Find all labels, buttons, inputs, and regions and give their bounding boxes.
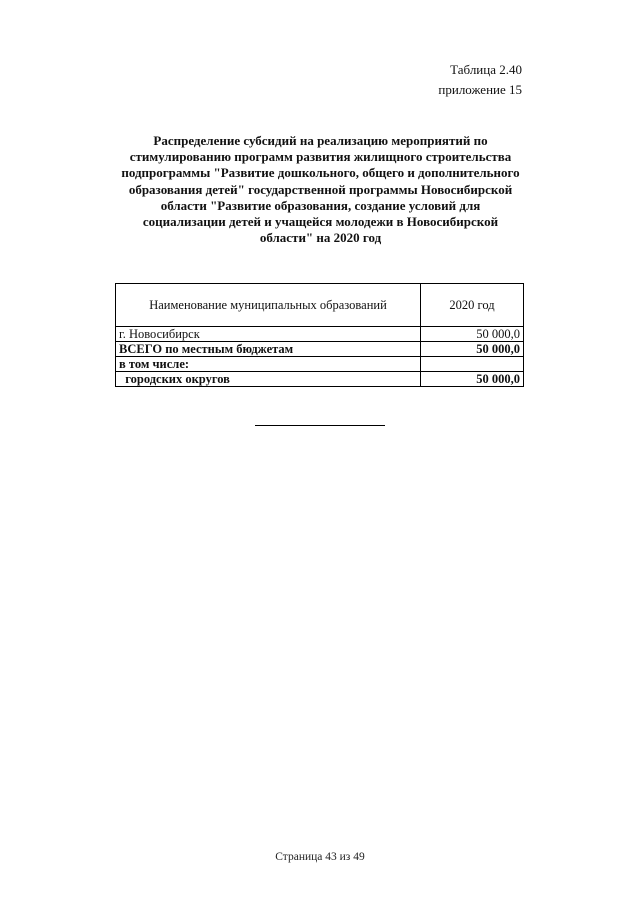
table-row-subheading: [116, 357, 524, 372]
title-line: образования детей" государственной программы Новосибирской: [128, 181, 513, 197]
title-line: подпрограммы "Развитие дошкольного, общего и дополнительного: [121, 165, 520, 181]
row-name: г. Новосибирск: [116, 327, 421, 342]
title-line: области" на 2020 год: [259, 230, 382, 246]
row-name: городских округов: [116, 372, 421, 387]
table-row: [116, 327, 524, 342]
table-row-total: [116, 342, 524, 357]
row-value: 50 000,0: [421, 327, 524, 342]
row-value: [421, 357, 524, 372]
page-number: Страница 43 из 49: [275, 851, 365, 863]
row-value: 50 000,0: [421, 342, 524, 357]
table-row: [116, 372, 524, 387]
title-line: стимулированию программ развития жилищного строительства: [129, 149, 512, 165]
column-header-year: 2020 год: [421, 284, 524, 327]
title-line: Распределение субсидий на реализацию мероприятий по: [153, 133, 488, 148]
title-line: области "Развитие образования, создание условий для: [160, 197, 481, 213]
row-value: 50 000,0: [421, 372, 524, 387]
table-header-row: [116, 284, 524, 327]
row-name: в том числе:: [116, 357, 421, 372]
appendix-label: приложение 15: [438, 82, 522, 97]
subsidy-table: [115, 283, 524, 387]
column-header-municipality: Наименование муниципальных образований: [116, 284, 421, 327]
row-name: ВСЕГО по местным бюджетам: [116, 342, 421, 357]
separator-line: [255, 425, 385, 426]
table-number-label: Таблица 2.40: [450, 62, 522, 77]
document-title: [118, 133, 523, 246]
title-line: социализации детей и учащейся молодежи в Новосибирской: [142, 214, 499, 230]
